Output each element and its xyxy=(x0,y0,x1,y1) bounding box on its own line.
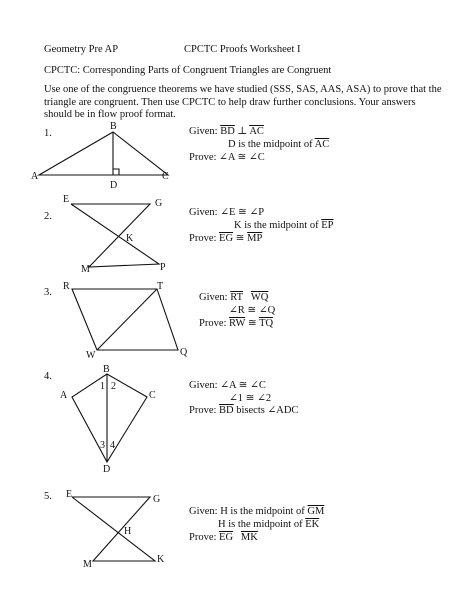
given-label: Given: xyxy=(199,292,228,303)
given-statement: ∠1 ≅ ∠2 xyxy=(229,393,272,404)
problem-number: 4. xyxy=(44,371,52,382)
segment: $\overline{EP}$ xyxy=(321,220,334,231)
parallelogram-3-diagram xyxy=(63,281,188,361)
triangle-2-diagram xyxy=(63,194,166,275)
worksheet-title: CPCTC Proofs Worksheet I xyxy=(184,44,301,55)
segment: $\overline{AC}$ xyxy=(314,139,330,150)
point-label: B xyxy=(103,364,110,375)
segment: $\overline{RW}$ xyxy=(229,318,246,329)
given-statement: K is the midpoint of $\overline{EP}$ xyxy=(234,220,334,231)
given-statement: ∠R ≅ ∠Q xyxy=(229,305,276,316)
prove-label: Prove: xyxy=(189,152,217,163)
angle-label: 2 xyxy=(111,381,116,392)
given-label: Given: xyxy=(189,207,218,218)
point-label: C xyxy=(149,390,156,401)
point-label: T xyxy=(157,281,164,292)
given-statement: D is the midpoint of $\overline{AC}$ xyxy=(228,139,330,150)
point-label: R xyxy=(63,281,70,292)
cpctc-definition: CPCTC: Corresponding Parts of Congruent Triangles are Congruent xyxy=(44,65,332,76)
angle-label: 3 xyxy=(100,440,105,451)
prove-label: Prove: xyxy=(189,405,217,416)
segment: $\overline{EG}$ xyxy=(219,532,234,543)
prove-label: Prove: xyxy=(189,532,217,543)
segment: $\overline{GM}$ xyxy=(307,506,325,517)
kite-4-diagram xyxy=(60,364,156,475)
given-statement: Given: $\overline{BD}$ ⊥ $\overline{AC}$ xyxy=(189,126,264,137)
given-statement: H is the midpoint of $\overline{EK}$ xyxy=(218,519,320,530)
point-label: A xyxy=(60,390,68,401)
angle-label: 4 xyxy=(110,440,115,451)
given-statement: Given: H is the midpoint of $\overline{GM}$ xyxy=(189,506,325,517)
given-statement: Given: ∠E ≅ ∠P xyxy=(189,207,265,218)
point-label: M xyxy=(81,264,90,275)
point-label: E xyxy=(63,194,70,205)
segment: $\overline{MP}$ xyxy=(247,233,263,244)
segment: $\overline{TQ}$ xyxy=(259,318,274,329)
prove-label: Prove: xyxy=(199,318,227,329)
point-label: Q xyxy=(180,347,188,358)
point-label: D xyxy=(110,180,118,191)
segment: $\overline{BD}$ xyxy=(219,405,234,416)
prove-label: Prove: xyxy=(189,233,217,244)
point-label: B xyxy=(110,121,117,132)
point-label: M xyxy=(83,559,92,570)
point-label: K xyxy=(126,233,134,244)
course-name: Geometry Pre AP xyxy=(44,44,119,55)
point-label: G xyxy=(155,198,163,209)
instructions: Use one of the congruence theorems we have studied (SSS, SAS, AAS, ASA) to prove that the triangle are congruent. Then use CPCTC to help draw further conclusions. Your answers should be in flow proof format. xyxy=(44,84,442,120)
given-label: Given: xyxy=(189,506,218,517)
problem-number: 1. xyxy=(44,128,52,139)
segment: $\overline{AC}$ xyxy=(249,126,264,137)
point-label: C xyxy=(162,171,169,182)
segment: $\overline{WQ}$ xyxy=(250,292,269,303)
segment: $\overline{EG}$ xyxy=(219,233,234,244)
problem-number: 3. xyxy=(44,287,52,298)
point-label: E xyxy=(66,489,73,500)
point-label: H xyxy=(124,526,132,537)
point-label: W xyxy=(86,350,96,361)
given-statement xyxy=(199,292,268,304)
given-statement: Given: ∠A ≅ ∠C xyxy=(189,380,266,391)
prove-statement: Prove: $\overline{RW}$ ≅ $\overline{TQ}$ xyxy=(199,318,274,329)
segment: $\overline{RT}$ xyxy=(230,292,243,303)
point-label: P xyxy=(160,262,166,273)
segment: $\overline{EK}$ xyxy=(305,519,320,530)
triangle-5-diagram xyxy=(66,489,165,570)
angle-label: 1 xyxy=(100,381,105,392)
given-label: Given: xyxy=(189,380,218,391)
point-label: G xyxy=(153,494,161,505)
given-label: Given: xyxy=(189,126,218,137)
problem-number: 2. xyxy=(44,211,52,222)
problem-number: 5. xyxy=(44,491,52,502)
point-label: K xyxy=(157,554,165,565)
point-label: D xyxy=(103,464,111,475)
prove-statement: Prove: ∠A ≅ ∠C xyxy=(189,152,265,163)
segment: $\overline{MK}$ xyxy=(240,532,258,543)
point-label: A xyxy=(31,171,39,182)
prove-statement xyxy=(189,532,258,544)
segment: $\overline{BD}$ xyxy=(220,126,235,137)
prove-statement: Prove: $\overline{EG}$ ≅ $\overline{MP}$ xyxy=(189,233,263,244)
prove-statement: Prove: $\overline{BD}$ bisects ∠ADC xyxy=(189,405,299,416)
